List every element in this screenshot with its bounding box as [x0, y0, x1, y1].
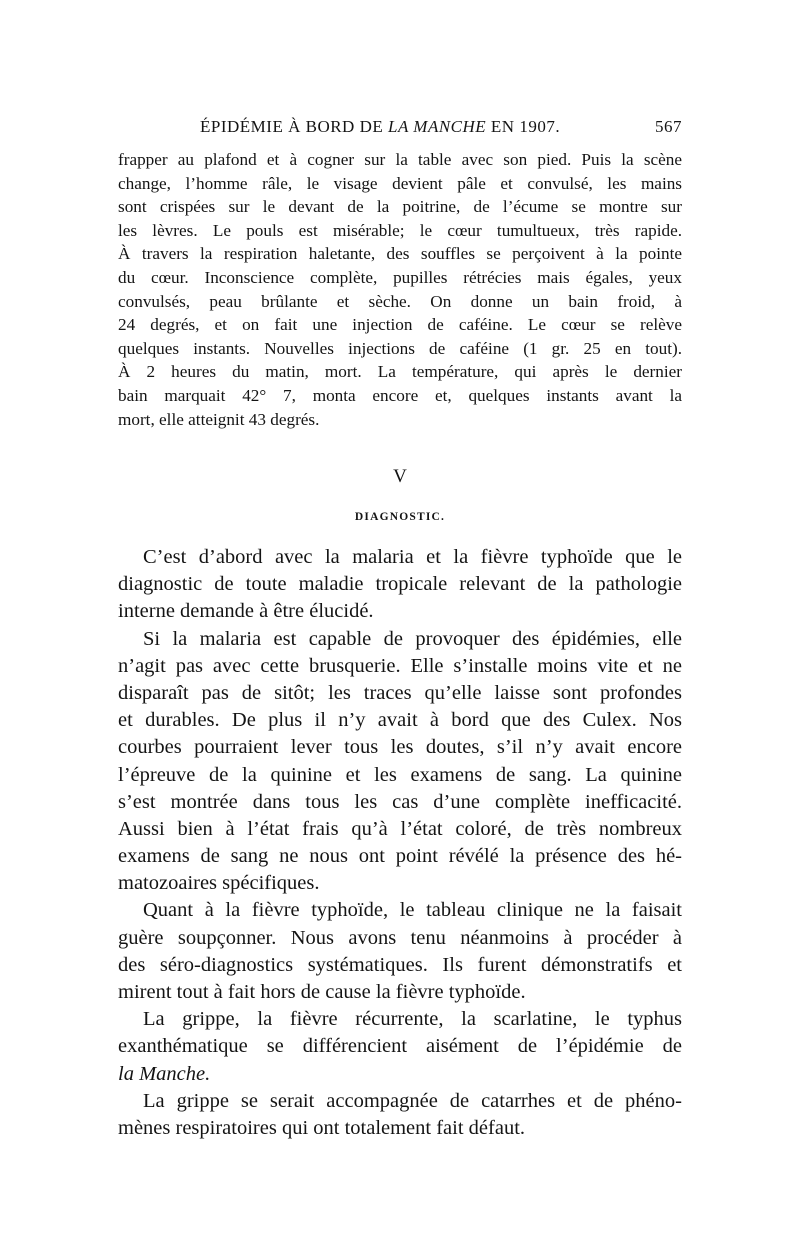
text-line: les lèvres. Le pouls est misérable; le cœur tumultueux, très rapide.: [118, 220, 682, 240]
text-line: À 2 heures du matin, mort. La température, qui après le dernier: [118, 362, 682, 382]
running-head: [118, 117, 682, 141]
diagnostic-section-body: [118, 544, 682, 1142]
text-line: disparaît pas de sitôt; les traces qu’elle laisse sont profondes: [118, 681, 682, 704]
text-line: n’agit pas avec cette brusquerie. Elle s’installe moins vite et ne: [118, 654, 682, 677]
text-line-ship-name: la Manche.: [118, 1062, 211, 1085]
text-line: exanthématique se différencient aisément de l’épidémie de: [118, 1035, 682, 1058]
text-line: frapper au plafond et à cogner sur la table avec son pied. Puis la scène: [118, 150, 682, 169]
running-title-part1: ÉPIDÉMIE À BORD DE: [200, 117, 388, 136]
text-line: des séro-diagnostics systématiques. Ils furent démonstratifs et: [118, 953, 682, 976]
section-numeral: V: [393, 466, 407, 487]
running-title-ship-name: LA MANCHE: [388, 117, 487, 136]
text-line: La grippe se serait accompagnée de catarrhes et de phéno-: [143, 1089, 682, 1112]
text-line: et durables. De plus il n’y avait à bord que des Culex. Nos: [118, 709, 682, 732]
text-line: Si la malaria est capable de provoquer des épidémies, elle: [143, 627, 682, 650]
text-line: guère soupçonner. Nous avons tenu néanmoins à procéder à: [118, 926, 682, 949]
running-title-part2: EN 1907.: [486, 117, 561, 136]
section-heading: DIAGNOSTIC.: [354, 511, 446, 523]
text-line: s’est montrée dans tous les cas d’une complète inefficacité.: [118, 790, 682, 813]
text-line: interne demande à être élucidé.: [118, 600, 374, 623]
text-line: sont crispées sur le devant de la poitrine, de l’écume se montre sur: [118, 197, 682, 217]
text-line: l’épreuve de la quinine et les examens de sang. La quinine: [118, 763, 682, 786]
text-line: La grippe, la fièvre récurrente, la scarlatine, le typhus: [143, 1008, 682, 1031]
text-line: mort, elle atteignit 43 degrés.: [118, 409, 320, 429]
text-line: matozoaires spécifiques.: [118, 872, 320, 895]
text-line: mirent tout à fait hors de cause la fièvre typhoïde.: [118, 981, 526, 1003]
text-line: examens de sang ne nous ont point révélé la présence des hé-: [118, 845, 682, 868]
text-line: Aussi bien à l’état frais qu’à l’état coloré, de très nombreux: [118, 817, 682, 840]
text-line: diagnostic de toute maladie tropicale relevant de la pathologie: [118, 573, 682, 596]
paragraph-continued: [118, 148, 682, 431]
text-line: mènes respiratoires qui ont totalement fait défaut.: [118, 1116, 526, 1139]
running-title: [200, 117, 560, 137]
text-line: Quant à la fièvre typhoïde, le tableau clinique ne la faisait: [143, 899, 682, 922]
text-line: convulsés, peau brûlante et sèche. On donne un bain froid, à: [118, 291, 682, 311]
text-line: courbes pourraient lever tous les doutes, s’il n’y avait encore: [118, 736, 682, 759]
text-line: bain marquait 42° 7, monta encore et, quelques instants avant la: [118, 385, 682, 405]
text-line: C’est d’abord avec la malaria et la fièvre typhoïde que le: [143, 546, 682, 568]
text-line: quelques instants. Nouvelles injections de caféine (1 gr. 25 en tout).: [118, 338, 682, 358]
text-line: du cœur. Inconscience complète, pupilles rétrécies mais égales, yeux: [118, 267, 682, 287]
text-line: À travers la respiration haletante, des souffles se perçoivent à la pointe: [118, 244, 682, 264]
text-line: change, l’homme râle, le visage devient pâle et convulsé, les mains: [118, 173, 682, 193]
text-line: 24 degrés, et on fait une injection de caféine. Le cœur se relève: [118, 315, 682, 335]
page-number: 567: [655, 117, 682, 136]
